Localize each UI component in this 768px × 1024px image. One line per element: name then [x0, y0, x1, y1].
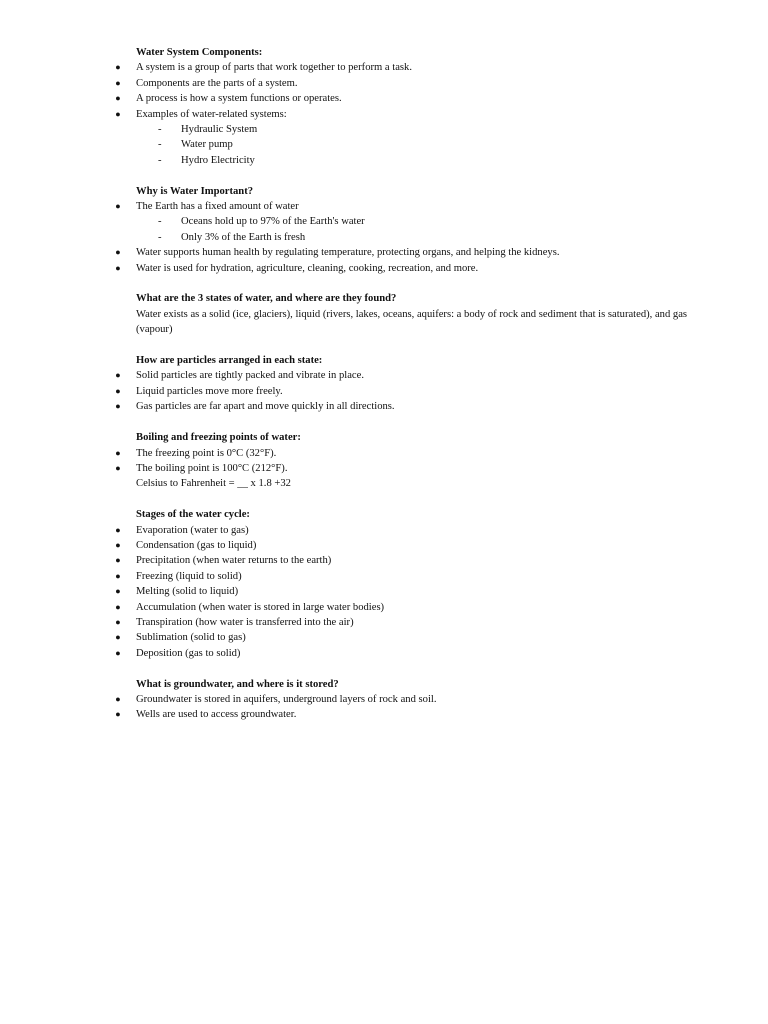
- document-section: [115, 353, 696, 415]
- line-text: Evaporation (water to gas): [136, 524, 249, 536]
- bullet-icon: ●: [115, 539, 121, 550]
- document-section: [115, 184, 696, 276]
- line-text: Water exists as a solid (ice, glaciers), liquid (rivers, lakes, oceans, aquifers: a body of rock and sediment that is saturated), and gas (vapour): [136, 308, 688, 336]
- line-text: Condensation (gas to liquid): [136, 539, 257, 551]
- bullet-icon: ●: [115, 401, 121, 412]
- line-text: Examples of water-related systems:: [136, 108, 287, 120]
- bullet-item: [115, 630, 696, 645]
- dash-icon: -: [158, 231, 162, 243]
- bullet-icon: ●: [115, 108, 121, 119]
- line-text: A system is a group of parts that work together to perform a task.: [136, 62, 412, 74]
- bullet-icon: ●: [115, 447, 121, 458]
- section-heading: Water System Components:: [136, 47, 263, 58]
- line-text: Hydraulic System: [181, 124, 258, 136]
- bullet-item: [115, 461, 696, 476]
- bullet-item: [115, 76, 696, 91]
- paragraph-text: [136, 307, 696, 338]
- document-section: [136, 291, 696, 337]
- line-text: Melting (solid to liquid): [136, 586, 239, 598]
- line-text: The boiling point is 100°C (212°F).: [136, 462, 288, 474]
- bullet-item: [115, 692, 696, 707]
- line-text: Freezing (liquid to solid): [136, 570, 242, 582]
- line-text: Celsius to Fahrenheit = __ x 1.8 +32: [136, 478, 291, 490]
- bullet-item: [115, 600, 696, 615]
- line-text: Deposition (gas to solid): [136, 647, 241, 659]
- bullet-item: [115, 399, 696, 414]
- bullet-item: [115, 615, 696, 630]
- bullet-icon: ●: [115, 62, 121, 73]
- section-heading: How are particles arranged in each state:: [136, 355, 323, 367]
- bullet-icon: ●: [115, 201, 121, 212]
- section-heading: What is groundwater, and where is it stored?: [136, 678, 339, 690]
- line-text: Only 3% of the Earth is fresh: [181, 231, 306, 243]
- sub-item: [136, 153, 696, 168]
- bullet-icon: ●: [115, 693, 121, 704]
- line-text: Accumulation (when water is stored in large water bodies): [136, 601, 385, 613]
- bullet-item: [115, 245, 696, 260]
- bullet-icon: ●: [115, 77, 121, 88]
- line-text: Water pump: [181, 139, 233, 151]
- line-text: Sublimation (solid to gas): [136, 632, 246, 644]
- bullet-item: [115, 538, 696, 553]
- line-text: Transpiration (how water is transferred into the air): [136, 616, 354, 628]
- line-text: Wells are used to access groundwater.: [136, 709, 297, 721]
- section-heading: What are the 3 states of water, and where are they found?: [136, 293, 397, 305]
- bullet-icon: ●: [115, 370, 121, 381]
- paragraph-text: [136, 476, 696, 491]
- line-text: Solid particles are tightly packed and vibrate in place.: [136, 370, 364, 382]
- dash-icon: -: [158, 124, 162, 136]
- bullet-icon: ●: [115, 586, 121, 597]
- line-text: The Earth has a fixed amount of water: [136, 201, 299, 213]
- bullet-icon: ●: [115, 632, 121, 643]
- bullet-icon: ●: [115, 709, 121, 720]
- bullet-item: [115, 199, 696, 214]
- bullet-icon: ●: [115, 247, 121, 258]
- document-content: [115, 45, 696, 738]
- document-section: [115, 507, 696, 661]
- line-text: The freezing point is 0°C (32°F).: [136, 447, 277, 459]
- bullet-item: [115, 523, 696, 538]
- sub-item: [136, 214, 696, 229]
- line-text: Gas particles are far apart and move quickly in all directions.: [136, 401, 395, 413]
- bullet-icon: ●: [115, 93, 121, 104]
- bullet-item: [115, 553, 696, 568]
- bullet-item: [115, 584, 696, 599]
- document-section: [115, 45, 696, 168]
- bullet-item: [115, 646, 696, 661]
- bullet-item: [115, 107, 696, 122]
- sub-item: [136, 122, 696, 137]
- bullet-icon: ●: [115, 385, 121, 396]
- line-text: Hydro Electricity: [181, 154, 255, 166]
- line-text: Water is used for hydration, agriculture, cleaning, cooking, recreation, and more.: [136, 262, 479, 274]
- document-section: [115, 677, 696, 723]
- line-text: Liquid particles move more freely.: [136, 385, 283, 397]
- line-text: Oceans hold up to 97% of the Earth's water: [181, 216, 365, 228]
- bullet-icon: ●: [115, 647, 121, 658]
- bullet-icon: ●: [115, 570, 121, 581]
- section-heading: Why is Water Important?: [136, 185, 254, 197]
- line-text: Precipitation (when water returns to the earth): [136, 555, 332, 567]
- bullet-item: [115, 261, 696, 276]
- bullet-icon: ●: [115, 462, 121, 473]
- bullet-item: [115, 60, 696, 75]
- bullet-icon: ●: [115, 601, 121, 612]
- bullet-item: [115, 91, 696, 106]
- dash-icon: -: [158, 139, 162, 151]
- bullet-item: [115, 384, 696, 399]
- bullet-icon: ●: [115, 616, 121, 627]
- bullet-item: [115, 368, 696, 383]
- bullet-item: [115, 707, 696, 722]
- bullet-item: [115, 446, 696, 461]
- line-text: Components are the parts of a system.: [136, 77, 298, 89]
- sub-item: [136, 230, 696, 245]
- sub-item: [136, 137, 696, 152]
- bullet-icon: ●: [115, 524, 121, 535]
- bullet-icon: ●: [115, 555, 121, 566]
- line-text: Water supports human health by regulating temperature, protecting organs, and helping the kidneys.: [136, 247, 560, 259]
- document-section: [115, 430, 696, 492]
- dash-icon: -: [158, 154, 162, 166]
- line-text: A process is how a system functions or operates.: [136, 93, 342, 105]
- line-text: Groundwater is stored in aquifers, underground layers of rock and soil.: [136, 693, 437, 705]
- dash-icon: -: [158, 216, 162, 228]
- bullet-icon: ●: [115, 262, 121, 273]
- bullet-item: [115, 569, 696, 584]
- section-heading: Stages of the water cycle:: [136, 509, 250, 521]
- section-heading: Boiling and freezing points of water:: [136, 432, 301, 444]
